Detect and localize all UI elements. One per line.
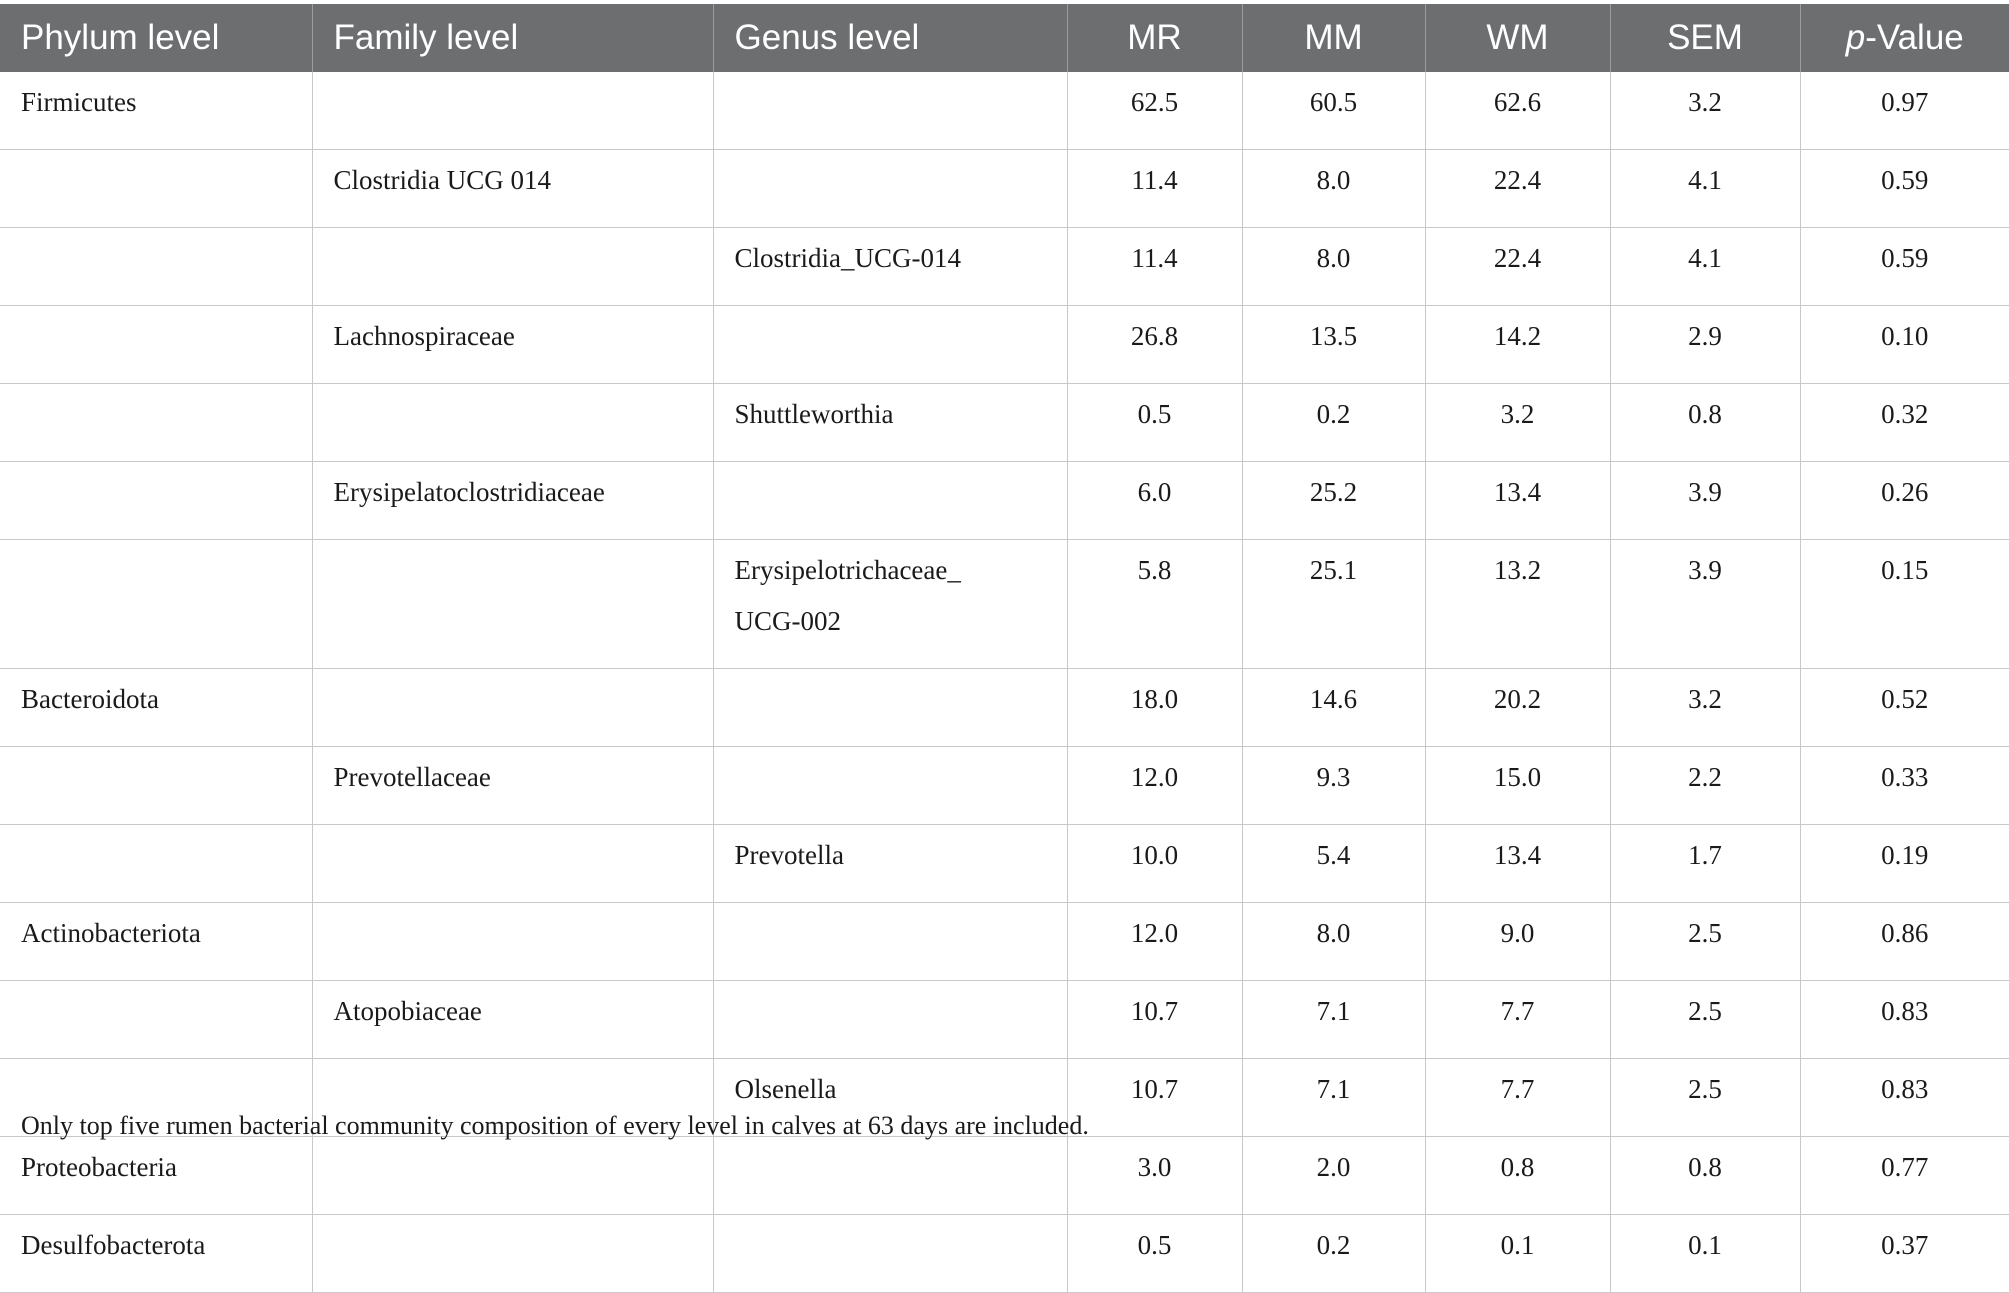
header-p-value xyxy=(1800,4,2009,72)
cell-genus-line: Erysipelotrichaceae_ xyxy=(734,555,961,585)
cell-wm: 15.0 xyxy=(1425,747,1610,825)
cell-p-value: 0.19 xyxy=(1800,825,2009,903)
cell-family xyxy=(312,384,713,462)
cell-genus xyxy=(713,306,1067,384)
cell-genus xyxy=(713,981,1067,1059)
cell-family xyxy=(312,903,713,981)
cell-sem: 0.8 xyxy=(1610,384,1800,462)
cell-mr: 62.5 xyxy=(1067,72,1242,150)
cell-p-value: 0.33 xyxy=(1800,747,2009,825)
table-row xyxy=(0,747,2009,825)
cell-family: Prevotellaceae xyxy=(312,747,713,825)
table-footnote: Only top five rumen bacterial community composition of every level in calves at 63 days are included. xyxy=(21,1111,1089,1140)
cell-sem: 2.5 xyxy=(1610,981,1800,1059)
cell-genus xyxy=(713,747,1067,825)
cell-genus xyxy=(713,72,1067,150)
table-row xyxy=(0,669,2009,747)
table-row xyxy=(0,903,2009,981)
cell-mm: 0.2 xyxy=(1242,384,1425,462)
cell-mr: 0.5 xyxy=(1067,1215,1242,1293)
cell-mm: 25.2 xyxy=(1242,462,1425,540)
cell-genus xyxy=(713,540,1067,669)
cell-p-value: 0.97 xyxy=(1800,72,2009,150)
cell-mr: 11.4 xyxy=(1067,228,1242,306)
cell-mr: 6.0 xyxy=(1067,462,1242,540)
cell-mr: 18.0 xyxy=(1067,669,1242,747)
cell-p-value: 0.32 xyxy=(1800,384,2009,462)
cell-mr: 12.0 xyxy=(1067,747,1242,825)
bacterial-composition-table xyxy=(0,4,2009,1293)
header-row xyxy=(0,4,2009,72)
cell-sem: 1.7 xyxy=(1610,825,1800,903)
cell-mr: 10.0 xyxy=(1067,825,1242,903)
cell-phylum: Actinobacteriota xyxy=(0,903,312,981)
cell-p-value: 0.59 xyxy=(1800,228,2009,306)
cell-p-value: 0.59 xyxy=(1800,150,2009,228)
cell-sem: 2.5 xyxy=(1610,903,1800,981)
cell-mr: 5.8 xyxy=(1067,540,1242,669)
cell-wm: 62.6 xyxy=(1425,72,1610,150)
cell-sem: 3.9 xyxy=(1610,462,1800,540)
cell-mr: 0.5 xyxy=(1067,384,1242,462)
cell-sem: 4.1 xyxy=(1610,150,1800,228)
cell-sem: 4.1 xyxy=(1610,228,1800,306)
table-body xyxy=(0,72,2009,1293)
cell-p-value: 0.37 xyxy=(1800,1215,2009,1293)
cell-mm: 7.1 xyxy=(1242,981,1425,1059)
cell-wm: 0.8 xyxy=(1425,1137,1610,1215)
cell-wm: 13.2 xyxy=(1425,540,1610,669)
cell-sem: 3.2 xyxy=(1610,669,1800,747)
cell-p-value: 0.10 xyxy=(1800,306,2009,384)
cell-phylum: Proteobacteria xyxy=(0,1137,312,1215)
table-row xyxy=(0,384,2009,462)
cell-sem: 3.2 xyxy=(1610,72,1800,150)
table-row xyxy=(0,981,2009,1059)
cell-phylum xyxy=(0,540,312,669)
cell-sem: 0.8 xyxy=(1610,1137,1800,1215)
cell-family xyxy=(312,1215,713,1293)
cell-wm: 22.4 xyxy=(1425,228,1610,306)
cell-wm: 9.0 xyxy=(1425,903,1610,981)
cell-family: Clostridia UCG 014 xyxy=(312,150,713,228)
cell-phylum xyxy=(0,825,312,903)
cell-genus xyxy=(713,228,1067,306)
cell-sem: 2.9 xyxy=(1610,306,1800,384)
table-row xyxy=(0,306,2009,384)
cell-phylum xyxy=(0,462,312,540)
cell-p-value: 0.83 xyxy=(1800,1059,2009,1137)
cell-mm: 9.3 xyxy=(1242,747,1425,825)
cell-genus xyxy=(713,150,1067,228)
header-wm: WM xyxy=(1425,4,1610,72)
cell-p-value: 0.83 xyxy=(1800,981,2009,1059)
cell-genus xyxy=(713,384,1067,462)
cell-p-value: 0.52 xyxy=(1800,669,2009,747)
cell-genus-line: Olsenella xyxy=(734,1074,837,1104)
cell-sem: 2.5 xyxy=(1610,1059,1800,1137)
table-row xyxy=(0,1137,2009,1215)
cell-mm: 0.2 xyxy=(1242,1215,1425,1293)
cell-mm: 14.6 xyxy=(1242,669,1425,747)
cell-genus-line: Prevotella xyxy=(734,840,844,870)
cell-sem: 0.1 xyxy=(1610,1215,1800,1293)
cell-family xyxy=(312,825,713,903)
table-row xyxy=(0,540,2009,669)
cell-phylum xyxy=(0,384,312,462)
cell-mr: 11.4 xyxy=(1067,150,1242,228)
cell-mm: 60.5 xyxy=(1242,72,1425,150)
cell-family: Erysipelatoclostridiaceae xyxy=(312,462,713,540)
cell-genus xyxy=(713,825,1067,903)
cell-mm: 13.5 xyxy=(1242,306,1425,384)
header-phylum: Phylum level xyxy=(0,4,312,72)
cell-p-value: 0.26 xyxy=(1800,462,2009,540)
cell-family xyxy=(312,228,713,306)
cell-phylum xyxy=(0,306,312,384)
cell-mm: 8.0 xyxy=(1242,150,1425,228)
cell-wm: 20.2 xyxy=(1425,669,1610,747)
header-p-italic: p xyxy=(1845,18,1866,57)
cell-mr: 10.7 xyxy=(1067,1059,1242,1137)
cell-mm: 8.0 xyxy=(1242,228,1425,306)
cell-p-value: 0.77 xyxy=(1800,1137,2009,1215)
header-mr: MR xyxy=(1067,4,1242,72)
cell-phylum xyxy=(0,981,312,1059)
cell-family xyxy=(312,540,713,669)
cell-mm: 7.1 xyxy=(1242,1059,1425,1137)
table-row xyxy=(0,228,2009,306)
cell-genus-line-2: UCG-002 xyxy=(734,606,841,636)
cell-phylum: Bacteroidota xyxy=(0,669,312,747)
cell-phylum xyxy=(0,747,312,825)
cell-mm: 25.1 xyxy=(1242,540,1425,669)
table-row xyxy=(0,825,2009,903)
cell-sem: 2.2 xyxy=(1610,747,1800,825)
cell-mr: 12.0 xyxy=(1067,903,1242,981)
cell-phylum: Firmicutes xyxy=(0,72,312,150)
cell-wm: 14.2 xyxy=(1425,306,1610,384)
header-genus: Genus level xyxy=(713,4,1067,72)
cell-family xyxy=(312,669,713,747)
cell-genus xyxy=(713,669,1067,747)
cell-mr: 10.7 xyxy=(1067,981,1242,1059)
cell-genus xyxy=(713,462,1067,540)
cell-wm: 7.7 xyxy=(1425,1059,1610,1137)
cell-mm: 2.0 xyxy=(1242,1137,1425,1215)
table-row xyxy=(0,462,2009,540)
header-family: Family level xyxy=(312,4,713,72)
cell-genus-line: Shuttleworthia xyxy=(734,399,894,429)
cell-p-value: 0.15 xyxy=(1800,540,2009,669)
cell-wm: 22.4 xyxy=(1425,150,1610,228)
header-mm: MM xyxy=(1242,4,1425,72)
cell-wm: 13.4 xyxy=(1425,462,1610,540)
table-row xyxy=(0,72,2009,150)
cell-wm: 13.4 xyxy=(1425,825,1610,903)
cell-mm: 8.0 xyxy=(1242,903,1425,981)
header-sem: SEM xyxy=(1610,4,1800,72)
cell-genus xyxy=(713,1137,1067,1215)
table-row xyxy=(0,150,2009,228)
cell-family: Atopobiaceae xyxy=(312,981,713,1059)
cell-phylum xyxy=(0,228,312,306)
cell-family xyxy=(312,1137,713,1215)
cell-mr: 26.8 xyxy=(1067,306,1242,384)
cell-genus-line: Clostridia_UCG-014 xyxy=(734,243,961,273)
header-p-rest: -Value xyxy=(1865,18,1964,57)
table-header xyxy=(0,4,2009,72)
cell-sem: 3.9 xyxy=(1610,540,1800,669)
cell-family: Lachnospiraceae xyxy=(312,306,713,384)
cell-mm: 5.4 xyxy=(1242,825,1425,903)
table-row xyxy=(0,1215,2009,1293)
cell-family xyxy=(312,72,713,150)
cell-phylum xyxy=(0,150,312,228)
cell-p-value: 0.86 xyxy=(1800,903,2009,981)
cell-wm: 7.7 xyxy=(1425,981,1610,1059)
cell-wm: 0.1 xyxy=(1425,1215,1610,1293)
cell-wm: 3.2 xyxy=(1425,384,1610,462)
cell-phylum: Desulfobacterota xyxy=(0,1215,312,1293)
cell-mr: 3.0 xyxy=(1067,1137,1242,1215)
cell-genus xyxy=(713,1215,1067,1293)
cell-genus xyxy=(713,903,1067,981)
